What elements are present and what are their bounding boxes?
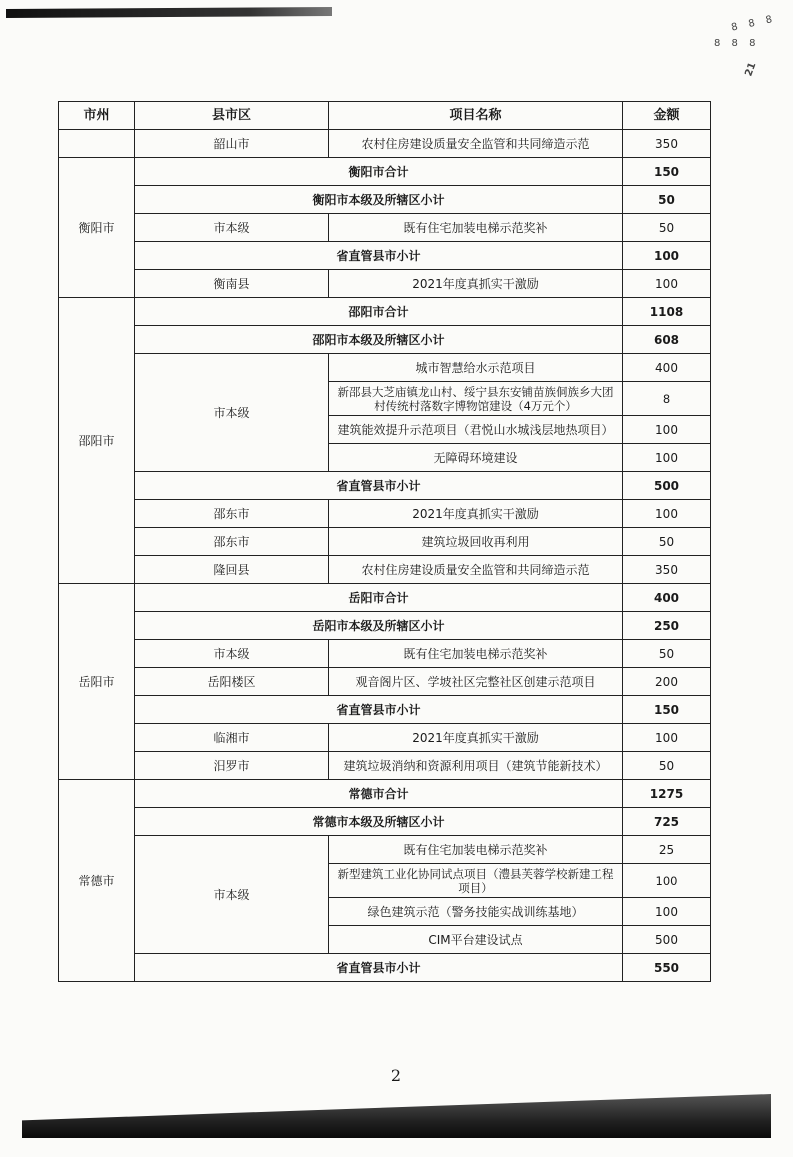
city-column-header: 市州: [59, 102, 135, 130]
county-cell: 岳阳楼区: [135, 668, 329, 696]
city-total-label: 衡阳市合计: [135, 158, 623, 186]
project-cell: 既有住宅加装电梯示范奖补: [329, 214, 623, 242]
table-row: [59, 836, 711, 864]
table-row: [59, 186, 711, 214]
amount-cell: 50: [623, 640, 711, 668]
subtotal-amount: 725: [623, 808, 711, 836]
city-cell: 邵阳市: [59, 298, 135, 584]
county-cell: 汨罗市: [135, 752, 329, 780]
county-cell: 市本级: [135, 836, 329, 954]
amount-cell: 100: [623, 416, 711, 444]
table-row: [59, 270, 711, 298]
subtotal-label: 省直管县市小计: [135, 472, 623, 500]
city-total-amount: 400: [623, 584, 711, 612]
table-row: [59, 354, 711, 382]
table-row: [59, 640, 711, 668]
amount-cell: 100: [623, 444, 711, 472]
subtotal-label: 衡阳市本级及所辖区小计: [135, 186, 623, 214]
amount-cell: 100: [623, 724, 711, 752]
county-cell: 市本级: [135, 214, 329, 242]
table-row: [59, 612, 711, 640]
subtotal-amount: 150: [623, 696, 711, 724]
project-cell: 2021年度真抓实干激励: [329, 270, 623, 298]
table-row: [59, 780, 711, 808]
table-row: [59, 130, 711, 158]
margin-mark: 8 8 8: [730, 13, 778, 34]
city-total-amount: 1108: [623, 298, 711, 326]
project-cell: 新邵县大芝庙镇龙山村、绥宁县东安铺苗族侗族乡大团村传统村落数字博物馆建设（4万元个）: [329, 382, 623, 416]
table-row: [59, 528, 711, 556]
project-cell: 建筑能效提升示范项目（君悦山水城浅层地热项目）: [329, 416, 623, 444]
table-row: [59, 584, 711, 612]
amount-cell: 350: [623, 130, 711, 158]
subtotal-amount: 50: [623, 186, 711, 214]
project-cell: 2021年度真抓实干激励: [329, 724, 623, 752]
county-column-header: 县市区: [135, 102, 329, 130]
table-row: [59, 808, 711, 836]
margin-mark: 21: [743, 61, 759, 78]
amount-cell: 100: [623, 500, 711, 528]
county-cell: 市本级: [135, 640, 329, 668]
amount-cell: 500: [623, 926, 711, 954]
project-column-header: 项目名称: [329, 102, 623, 130]
project-cell: 既有住宅加装电梯示范奖补: [329, 836, 623, 864]
table-row: [59, 214, 711, 242]
amount-cell: 350: [623, 556, 711, 584]
amount-cell: 50: [623, 528, 711, 556]
city-cell: 岳阳市: [59, 584, 135, 780]
table-row: [59, 326, 711, 354]
table-row: [59, 298, 711, 326]
table-row: [59, 158, 711, 186]
scan-edge-top: [6, 7, 332, 18]
amount-cell: 200: [623, 668, 711, 696]
project-cell: 既有住宅加装电梯示范奖补: [329, 640, 623, 668]
county-cell: 邵东市: [135, 500, 329, 528]
city-cell: 衡阳市: [59, 158, 135, 298]
project-cell: 2021年度真抓实干激励: [329, 500, 623, 528]
project-cell: 观音阁片区、学坡社区完整社区创建示范项目: [329, 668, 623, 696]
project-cell: 城市智慧给水示范项目: [329, 354, 623, 382]
county-cell: 隆回县: [135, 556, 329, 584]
amount-cell: 50: [623, 752, 711, 780]
subtotal-label: 岳阳市本级及所辖区小计: [135, 612, 623, 640]
amount-cell: 100: [623, 864, 711, 898]
table-row: [59, 696, 711, 724]
city-total-amount: 150: [623, 158, 711, 186]
table-row: [59, 724, 711, 752]
amount-cell: 50: [623, 214, 711, 242]
project-cell: 建筑垃圾消纳和资源利用项目（建筑节能新技术）: [329, 752, 623, 780]
table-header-row: [59, 102, 711, 130]
city-total-amount: 1275: [623, 780, 711, 808]
table-row: [59, 668, 711, 696]
project-cell: 新型建筑工业化协同试点项目（澧县芙蓉学校新建工程项目）: [329, 864, 623, 898]
county-cell: 韶山市: [135, 130, 329, 158]
subtotal-amount: 550: [623, 954, 711, 982]
table-row: [59, 752, 711, 780]
project-cell: CIM平台建设试点: [329, 926, 623, 954]
subtotal-label: 省直管县市小计: [135, 696, 623, 724]
county-cell: 市本级: [135, 354, 329, 472]
table-row: [59, 556, 711, 584]
amount-cell: 8: [623, 382, 711, 416]
scan-edge-bottom: [22, 1094, 771, 1138]
table-row: [59, 954, 711, 982]
table-row: [59, 500, 711, 528]
amount-column-header: 金额: [623, 102, 711, 130]
project-cell: 农村住房建设质量安全监管和共同缔造示范: [329, 556, 623, 584]
subtotal-label: 邵阳市本级及所辖区小计: [135, 326, 623, 354]
project-cell: 建筑垃圾回收再利用: [329, 528, 623, 556]
subtotal-label: 省直管县市小计: [135, 242, 623, 270]
project-cell: 农村住房建设质量安全监管和共同缔造示范: [329, 130, 623, 158]
subtotal-amount: 100: [623, 242, 711, 270]
city-total-label: 常德市合计: [135, 780, 623, 808]
city-total-label: 邵阳市合计: [135, 298, 623, 326]
amount-cell: 100: [623, 898, 711, 926]
city-total-label: 岳阳市合计: [135, 584, 623, 612]
project-cell: 无障碍环境建设: [329, 444, 623, 472]
county-cell: 邵东市: [135, 528, 329, 556]
county-cell: 临湘市: [135, 724, 329, 752]
amount-cell: 100: [623, 270, 711, 298]
page-number: 2: [390, 1066, 402, 1085]
subtotal-label: 常德市本级及所辖区小计: [135, 808, 623, 836]
city-cell: [59, 130, 135, 158]
subtotal-amount: 500: [623, 472, 711, 500]
subtotal-label: 省直管县市小计: [135, 954, 623, 982]
amount-cell: 400: [623, 354, 711, 382]
funding-table: [58, 101, 711, 982]
subtotal-amount: 608: [623, 326, 711, 354]
amount-cell: 25: [623, 836, 711, 864]
county-cell: 衡南县: [135, 270, 329, 298]
subtotal-amount: 250: [623, 612, 711, 640]
margin-mark: 8 8 8: [714, 38, 760, 49]
table-row: [59, 472, 711, 500]
table-row: [59, 242, 711, 270]
project-cell: 绿色建筑示范（警务技能实战训练基地）: [329, 898, 623, 926]
city-cell: 常德市: [59, 780, 135, 982]
